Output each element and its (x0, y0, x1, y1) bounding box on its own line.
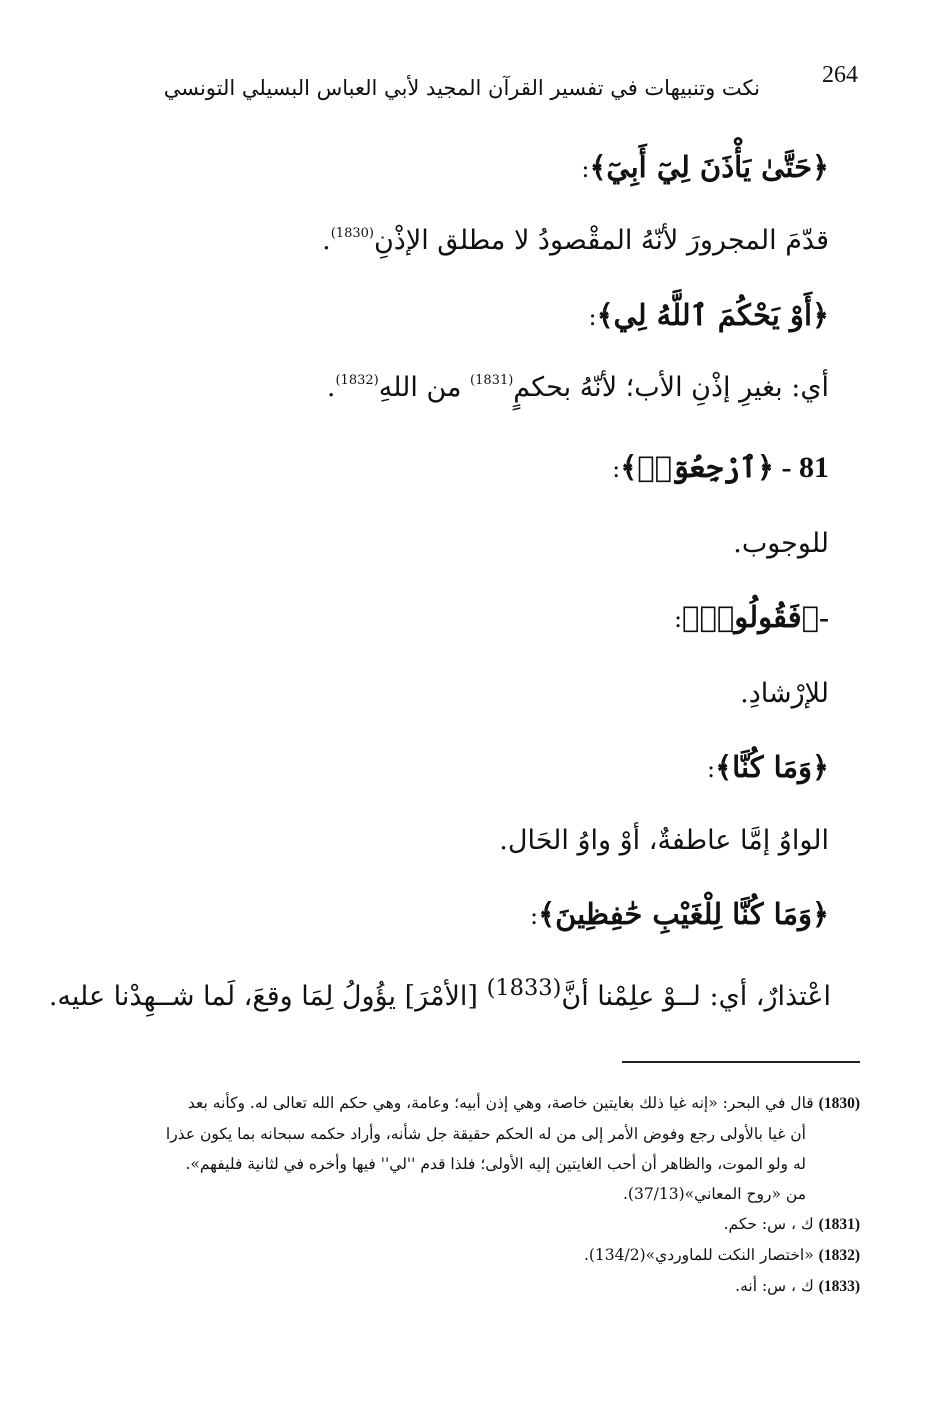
footnote-continuation: من «روح المعاني»(37/13). (622, 1185, 806, 1203)
verse-quote (129, 150, 829, 184)
footnote-number: (1832) (818, 1247, 860, 1264)
commentary-text: أي: بغيرِ إذْنِ الأب؛ لأنّهُ بحكمٍ (513, 372, 829, 403)
footnote-continuation: له ولو الموت، والظاهر أن أحب الغايتين إليه الأولى؛ فلذا قدم ''لي'' فيها وأخره في لثانية فليفهم». (185, 1155, 806, 1173)
footnote-text: ك ، س: حكم. (723, 1215, 814, 1233)
footnote-1833 (100, 1271, 860, 1302)
verse-colon: : (530, 902, 539, 930)
commentary-line (129, 372, 829, 403)
verse-dash: - (819, 601, 829, 634)
footnote-text: قال في البحر: «إنه غيا ذلك بغايتين خاصة، وهي إذن أبيه؛ وعامة، وهي حكم الله تعالى له. وكأنه بعد (187, 1094, 814, 1112)
verse-text: ﴿أَوْ يَحْكُمَ ٱللَّهُ لِي﴾ (596, 298, 829, 332)
running-title: نكت وتنبيهات في تفسير القرآن المجيد لأبي العباس البسيلي التونسي (163, 76, 760, 100)
verse-colon: : (588, 303, 597, 331)
footnote-number: (1831) (818, 1216, 860, 1233)
commentary-text: اعْتذارٌ، أي: لــوْ علِمْنا أنَّ (561, 981, 831, 1012)
footnote-number: (1830) (818, 1095, 860, 1112)
commentary-end: . (326, 372, 336, 403)
footnote-1832 (100, 1240, 860, 1271)
verse-quote (129, 450, 829, 485)
footnote-ref: (1832) (335, 373, 379, 388)
footnote-1830 (100, 1088, 860, 1119)
verse-quote (129, 750, 829, 784)
commentary-line (48, 975, 831, 1012)
footnote-number: (1833) (818, 1278, 860, 1295)
verse-quote (129, 298, 829, 332)
commentary-text: للإرْشادِ. (740, 678, 829, 709)
footnote-text: ك ، س: أنه. (735, 1277, 814, 1295)
commentary-end: . (322, 225, 331, 256)
commentary-text: قدّمَ المجرورَ لأنّهُ المقْصودُ لا مطلق الإذْنِ (373, 225, 829, 256)
commentary-text: [الأمْرَ] يؤُولُ لِمَا وقعَ، لَما شــهِدْنا عليه. (48, 981, 487, 1012)
verse-colon: : (707, 755, 716, 783)
commentary-line (129, 825, 829, 856)
verse-quote (129, 600, 829, 635)
footnote-separator (622, 1061, 860, 1063)
verse-number: 81 - (774, 451, 829, 484)
footnote-ref: (1833) (486, 975, 562, 1001)
footnote-ref: (1830) (330, 226, 374, 241)
footnote-ref: (1831) (470, 373, 514, 388)
commentary-line (129, 678, 829, 709)
commentary-text: الواوُ إمَّا عاطفةٌ، أوْ واوُ الحَال. (499, 825, 829, 856)
verse-colon: : (673, 605, 683, 633)
verse-colon: : (581, 155, 590, 183)
commentary-text: للوجوب. (733, 528, 829, 559)
footnotes (100, 1088, 860, 1302)
verse-text: ﴿فَقُولُوا۟﴾ (682, 600, 819, 634)
verse-text: ﴿وَمَا كُنَّا لِلْغَيْبِ حَٰفِظِينَ﴾ (538, 897, 829, 931)
commentary-text: من اللهِ (378, 372, 471, 403)
running-header (163, 62, 860, 112)
verse-text: ﴿وَمَا كُنَّا﴾ (715, 750, 829, 784)
commentary-line (129, 225, 829, 256)
verse-colon: : (612, 455, 621, 483)
footnote-continuation: أن غيا بالأولى رجع وفوض الأمر إلى من له الحكم حقيقة جل شأنه، وأراد حكمه سبحانه بما يكون عذرا (165, 1125, 806, 1143)
commentary-line (129, 528, 829, 559)
page-number: 264 (822, 62, 858, 88)
verse-text: ﴿ٱرْجِعُوٓا۟﴾ (620, 450, 774, 484)
footnote-1831 (100, 1209, 860, 1240)
verse-text: ﴿حَتَّىٰ يَأْذَنَ لِيٓ أَبِيٓ﴾ (589, 150, 829, 184)
verse-quote (129, 897, 829, 931)
footnote-text: «اختصار النكت للماوردي»(134/2). (583, 1246, 814, 1264)
